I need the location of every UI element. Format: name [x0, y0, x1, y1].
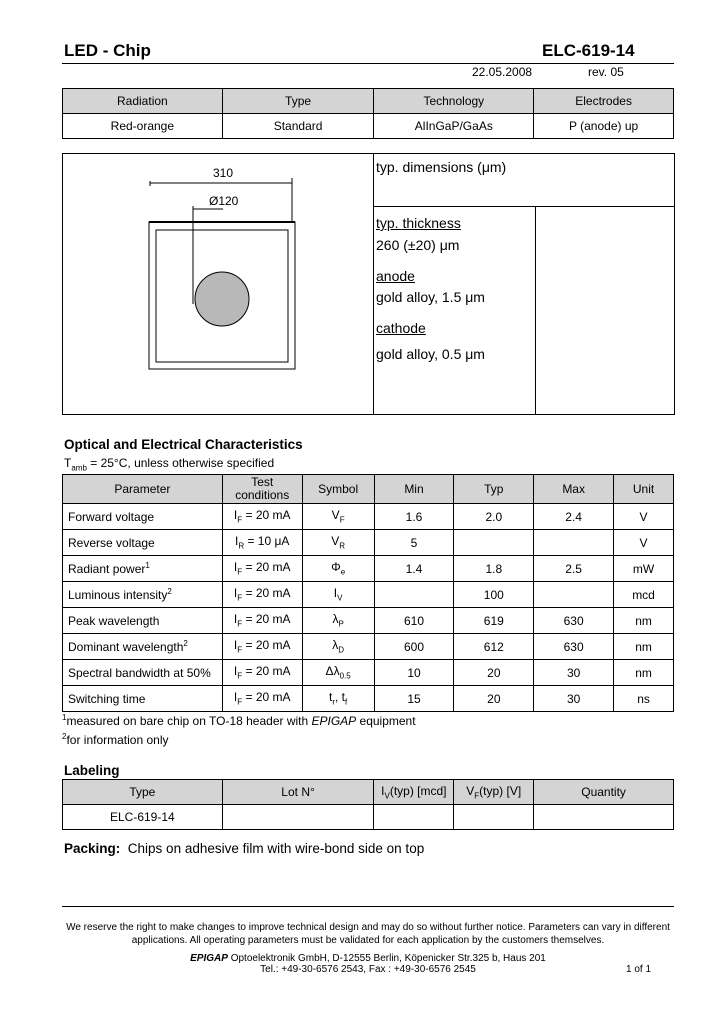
summary-cell: Red-orange	[63, 114, 223, 139]
min-cell: 1.4	[374, 556, 454, 582]
parameter-cell: Switching time	[63, 686, 223, 712]
condition-cell: $I_F = 20$ mA	[222, 660, 302, 686]
doc-date: 22.05.2008	[472, 65, 533, 79]
bond-pad-diameter-label: Ø120	[209, 194, 239, 208]
optical-row	[63, 608, 674, 634]
chip-width-label: 310	[213, 166, 234, 180]
max-cell: 630	[534, 608, 614, 634]
typ-cell: 1.8	[454, 556, 534, 582]
optical-header-cell: Test conditions	[222, 475, 302, 504]
packing-label: Packing:	[64, 841, 121, 856]
labeling-cell: ELC-619-14	[63, 805, 223, 830]
unit-cell: mW	[614, 556, 674, 582]
divider	[535, 206, 536, 414]
symbol-cell: $\lambda_D$	[302, 634, 374, 660]
footer-rule	[62, 906, 674, 907]
footnote-2: $^2$for information only	[62, 732, 169, 747]
summary-header-cell: Radiation	[63, 89, 223, 114]
min-cell	[374, 582, 454, 608]
condition-cell: $I_F = 20$ mA	[222, 608, 302, 634]
labeling-cell	[374, 805, 454, 830]
typ-cell	[454, 530, 534, 556]
labeling-header-cell: Type	[63, 780, 223, 805]
labeling-cell	[534, 805, 674, 830]
disclaimer-line-2: applications. All operating parameters must be validated for each application by the customers themselves.	[131, 935, 605, 946]
cathode-label: cathode	[376, 320, 426, 336]
labeling-header-row	[63, 780, 674, 805]
optical-header-cell: Symbol	[302, 475, 374, 504]
parameter-cell: Radiant power$^1$	[63, 556, 223, 582]
min-cell: 15	[374, 686, 454, 712]
min-cell: 5	[374, 530, 454, 556]
unit-cell: V	[614, 530, 674, 556]
summary-cell: AlInGaP/GaAs	[374, 114, 534, 139]
max-cell: 2.5	[534, 556, 614, 582]
typ-cell: 619	[454, 608, 534, 634]
optical-row	[63, 530, 674, 556]
condition-cell: $I_F = 20$ mA	[222, 504, 302, 530]
optical-header-cell: Typ	[454, 475, 534, 504]
max-cell: 30	[534, 660, 614, 686]
typ-cell: 20	[454, 660, 534, 686]
parameter-cell: Reverse voltage	[63, 530, 223, 556]
thickness-value: 260 (±20) μm	[376, 237, 460, 253]
summary-header-row	[63, 89, 674, 114]
unit-cell: V	[614, 504, 674, 530]
symbol-cell: $\lambda_P$	[302, 608, 374, 634]
cathode-value: gold alloy, 0.5 μm	[376, 346, 485, 362]
symbol-cell: $V_F$	[302, 504, 374, 530]
typ-cell: 612	[454, 634, 534, 660]
anode-value: gold alloy, 1.5 μm	[376, 289, 485, 305]
summary-cell: P (anode) up	[534, 114, 674, 139]
summary-header-cell: Type	[222, 89, 374, 114]
labeling-cell	[454, 805, 534, 830]
ambient-condition: $T_{amb} = 25^\circ C$, unless otherwise specified	[64, 456, 275, 473]
condition-cell: $I_F = 20$ mA	[222, 634, 302, 660]
symbol-cell: $\Phi_e$	[302, 556, 374, 582]
summary-table	[62, 88, 674, 139]
max-cell	[534, 530, 614, 556]
optical-header-row	[63, 475, 674, 504]
condition-cell: $I_R = 10$ μA	[222, 530, 302, 556]
parameter-cell: Luminous intensity$^2$	[63, 582, 223, 608]
chip-drawing	[63, 154, 373, 414]
disclaimer-line-1: We reserve the right to make changes to improve technical design and may do so without further notice. Parameters can vary in different	[66, 922, 670, 933]
symbol-cell: $t_r$, $t_f$	[302, 686, 374, 712]
labeling-title: Labeling	[64, 763, 120, 778]
parameter-cell: Peak wavelength	[63, 608, 223, 634]
optical-header-cell: Min	[374, 475, 454, 504]
optical-table	[62, 474, 674, 712]
divider	[373, 206, 674, 207]
symbol-cell: $I_V$	[302, 582, 374, 608]
optical-row	[63, 504, 674, 530]
labeling-header-cell: Lot N°	[222, 780, 374, 805]
summary-header-cell: Technology	[374, 89, 534, 114]
optical-header-cell: Parameter	[63, 475, 223, 504]
company-contact: Tel.: +49-30-6576 2543, Fax : +49-30-6576 2545	[260, 964, 476, 975]
symbol-cell: $\Delta\lambda_{0.5}$	[302, 660, 374, 686]
thickness-label: typ. thickness	[376, 215, 461, 231]
document-title: LED - Chip	[64, 41, 151, 60]
typ-cell: 100	[454, 582, 534, 608]
min-cell: 610	[374, 608, 454, 634]
condition-cell: $I_F = 20$ mA	[222, 686, 302, 712]
header-rule	[62, 63, 674, 64]
company-address: EPIGAP Optoelektronik GmbH, D-12555 Berlin, Köpenicker Str.325 b, Haus 201	[190, 953, 546, 964]
optical-row	[63, 582, 674, 608]
doc-revision: rev. 05	[588, 65, 624, 79]
labeling-header-cell: Quantity	[534, 780, 674, 805]
min-cell: 1.6	[374, 504, 454, 530]
typ-cell: 20	[454, 686, 534, 712]
summary-header-cell: Electrodes	[534, 89, 674, 114]
optical-row	[63, 556, 674, 582]
labeling-row	[63, 805, 674, 830]
min-cell: 600	[374, 634, 454, 660]
unit-cell: nm	[614, 660, 674, 686]
anode-label: anode	[376, 268, 415, 284]
symbol-cell: $V_R$	[302, 530, 374, 556]
parameter-cell: Dominant wavelength$^2$	[63, 634, 223, 660]
labeling-header-cell: $V_F(typ)$ [V]	[454, 780, 534, 805]
page-number: 1 of 1	[626, 964, 652, 975]
labeling-table	[62, 779, 674, 830]
divider	[373, 154, 374, 414]
unit-cell: mcd	[614, 582, 674, 608]
max-cell: 630	[534, 634, 614, 660]
max-cell	[534, 582, 614, 608]
packing-line	[64, 841, 424, 856]
dimensions-box	[62, 153, 675, 415]
unit-cell: nm	[614, 634, 674, 660]
optical-header-cell: Max	[534, 475, 614, 504]
parameter-cell: Spectral bandwidth at 50%	[63, 660, 223, 686]
max-cell: 2.4	[534, 504, 614, 530]
condition-cell: $I_F = 20$ mA	[222, 582, 302, 608]
typ-cell: 2.0	[454, 504, 534, 530]
labeling-header-cell: $I_V(typ)$ [mcd]	[374, 780, 454, 805]
labeling-cell	[222, 805, 374, 830]
optical-row	[63, 686, 674, 712]
part-number: ELC-619-14	[542, 41, 635, 60]
unit-cell: nm	[614, 608, 674, 634]
condition-cell: $I_F = 20$ mA	[222, 556, 302, 582]
summary-cell: Standard	[222, 114, 374, 139]
summary-row	[63, 114, 674, 139]
max-cell: 30	[534, 686, 614, 712]
optical-header-cell: Unit	[614, 475, 674, 504]
min-cell: 10	[374, 660, 454, 686]
optical-row	[63, 660, 674, 686]
dimensions-heading: typ. dimensions (μm)	[376, 159, 507, 175]
parameter-cell: Forward voltage	[63, 504, 223, 530]
optical-title: Optical and Electrical Characteristics	[64, 437, 303, 452]
packing-text: Chips on adhesive film with wire-bond side on top	[127, 841, 425, 856]
unit-cell: ns	[614, 686, 674, 712]
optical-row	[63, 634, 674, 660]
footnote-1: $^1$measured on bare chip on TO-18 header with EPIGAP equipment	[62, 713, 416, 728]
